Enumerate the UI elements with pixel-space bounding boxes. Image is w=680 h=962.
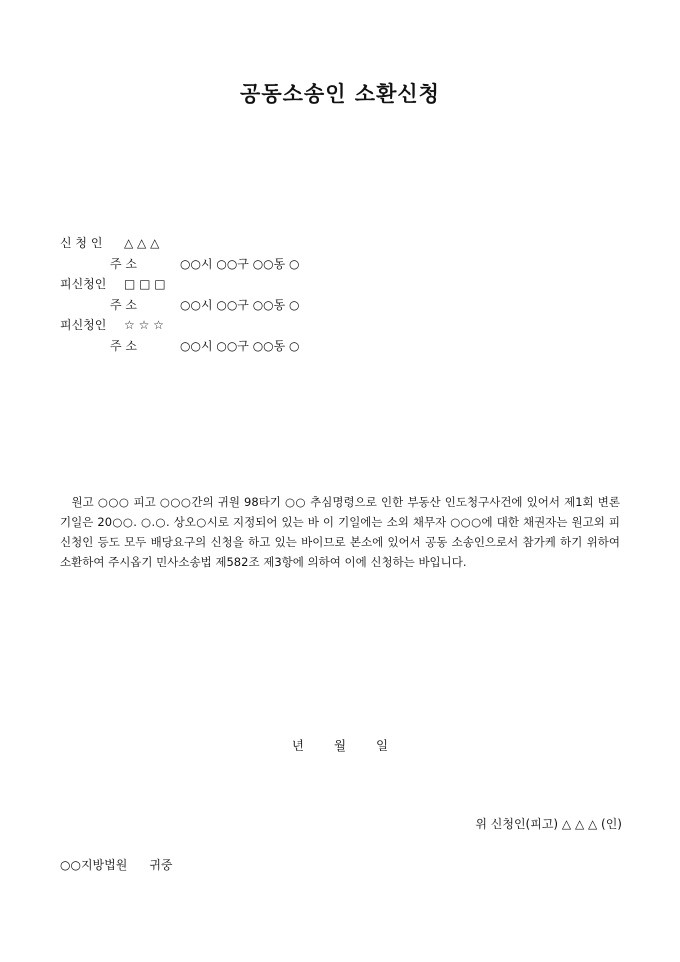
body-text: 원고 ○○○ 피고 ○○○간의 귀원 98타기 ○○ 추심명령으로 인한 부동산 인도청구사건에 있어서 제1회 변론기일은 20○○. ○.○. 상오○시로 지정되어 있는 바 이 기일에는 소외 채무자 ○○○에 대한 채권자는 원고외 피신청인 등도 모두 배당요구의 신청을 하고 있는 바이므로 본소에 있어서 공동 소송인으로서 참가케 하기 위하여 소환하여 주시옵기 민사소송법 제582조 제3항에 의하여 이에 신청하는 바입니다.: [60, 495, 620, 569]
signer-line: 위 신청인(피고) △ △ △ (인): [475, 817, 622, 831]
date-line: 년 월 일: [291, 738, 389, 753]
party-role: 신 청 인: [60, 236, 103, 250]
court-addressee: [60, 856, 173, 873]
party-role: 피신청인: [60, 318, 107, 332]
court-suffix: 귀중: [149, 858, 173, 872]
address-label: 주 소: [110, 297, 137, 312]
address-label: 주 소: [110, 338, 137, 353]
party-name: ☆ ☆ ☆: [124, 318, 164, 332]
court-name: ○○지방법원: [60, 858, 128, 872]
party-address-line: [60, 295, 300, 316]
party-address-line: [60, 254, 300, 275]
document-title: 공동소송인 소환신청: [240, 81, 440, 106]
party-respondent-1: [60, 274, 300, 295]
party-respondent-2: [60, 315, 300, 336]
party-applicant: [60, 233, 300, 254]
parties-block: [60, 233, 300, 356]
address-value: ○○시 ○○구 ○○동 ○: [180, 256, 300, 271]
address-label: 주 소: [110, 256, 137, 271]
address-value: ○○시 ○○구 ○○동 ○: [180, 338, 300, 353]
address-value: ○○시 ○○구 ○○동 ○: [180, 297, 300, 312]
party-name: □ □ □: [124, 277, 166, 291]
party-name: △ △ △: [124, 236, 160, 250]
party-role: 피신청인: [60, 277, 107, 291]
party-address-line: [60, 336, 300, 357]
body-paragraph: [60, 492, 620, 572]
